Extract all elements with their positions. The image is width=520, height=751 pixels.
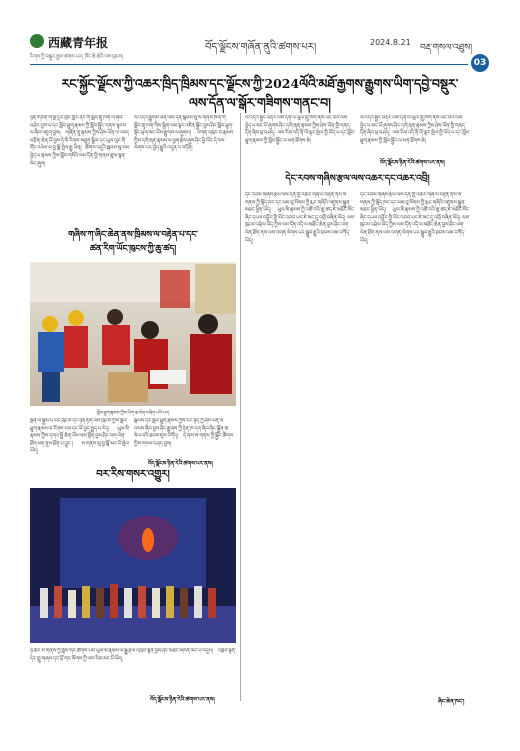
main-headline bbox=[40, 74, 480, 112]
byline-right-bottom: ཞིང་ཆེན་ཁང་། bbox=[438, 699, 465, 705]
right-column-top-2: ལོ་འདིའི་སྦྱོང་བརྡར་ལས་དོན་ལ་ཡུལ་གྲུ་ཁག་ནས་ཡོང་བའི་ལས་བྱེད་པ་མང་པོ་ཞུགས་ཤིང་དགེ་རྒན་རྣམས་ཀྱིས་ཤེས་ཡོན་གྱི་གནད་དོན་ཞིབ་ཕྲ་བཤད། ལས་རིམ་འདི་ནི་ལོ་ལྟར་སྤེལ་གྱི་ཡོད་པ་དང་སློབ་ཕྲུག་རྣམས་ཀྱི་སློབ་སྦྱོང་ལ་ཕན་ཐོགས་ཆེ། bbox=[360, 115, 470, 144]
photo-stage-performance bbox=[30, 488, 236, 643]
right-article-column-1: དེང་རབས་གཞིས་རྩལ་ལས་དོན་གྱི་འཆར་གཞི་ལ་བརྟེན་ནས་ས་གནས་ཀྱི་སྡོད་ཁང་དང་ལམ་བུ་སོགས་ཀྱི་རྨང་གཞིའི་འཛུགས་སྐྲུན་མཐར་ཕྱིན་ཡོད། ཡུལ་མི་རྣམས་ཀྱི་འཚོ་བའི་ཆུ་ཚད་ཇེ་མཐོར་སོང་ཞིང་དཔལ་འབྱོར་གྱི་ཡོང་འབབ་ཡང་ཇེ་མང་དུ་འགྲོ་བཞིན་ཡོད། ལས་ཁུངས་འབྲེལ་ཡོད་ཀྱིས་ལས་དོན་འདི་ལ་མཐོང་ཆེན་བྱས་ཤིང་ལག་ལེན་ཐོག་ནས་ལས་འགན་ལེགས་པར་སྒྲུབ་རྒྱུའི་ཐབས་ལམ་བཀོད་ཡོད། bbox=[245, 192, 355, 244]
photo-1-caption: སློབ་ཕྲུག་རྣམས་ཀྱིས་ཡིག་ཆ་ལེན་བཞིན་པའི་པར། bbox=[96, 411, 170, 416]
masthead-subline: རིགས་ཀྱི་བསྐྱར་རྒྱས་ཚགས་པར། ཁོང་ཆེ་ཆེའི་ལས་ཁུངས། bbox=[30, 54, 124, 60]
bottom-left-text: ཉེ་ཆར་ས་གནས་ཀྱི་ཟློས་གར་ཚོགས་པས་ཡུལ་མི་རྣམས་ལ་སྒྱུ་རྩལ་འཁྲབ་སྟོན་བྱས་ཤིང་མཐོང་མཁན་མང་པོ་འདུས། འཁྲབ་སྟོན་དེར་གླུ་གཞས་དང་བྲོ་གར་སོགས་ཀྱི་ལས་རིམ་མང་པོ་ཡོད། bbox=[30, 648, 236, 662]
newspaper-name: 西藏青年报 bbox=[48, 36, 109, 50]
photo-2-illustration bbox=[30, 488, 236, 643]
photo-1-illustration bbox=[30, 262, 236, 406]
photo-students-receiving-supplies bbox=[30, 262, 236, 406]
masthead-divider bbox=[30, 64, 468, 65]
page-number-badge: 03 bbox=[471, 54, 489, 72]
byline-1: བོད་ལྗོངས་ཉིན་རེའི་ཚགས་པར་ནས། bbox=[148, 461, 213, 467]
right-column-top: ལོ་འདིའི་སྦྱོང་བརྡར་ལས་དོན་ལ་ཡུལ་གྲུ་ཁག་ནས་ཡོང་བའི་ལས་བྱེད་པ་མང་པོ་ཞུགས་ཤིང་དགེ་རྒན་རྣམས་ཀྱིས་ཤེས་ཡོན་གྱི་གནད་དོན་ཞིབ་ཕྲ་བཤད། ལས་རིམ་འདི་ནི་ལོ་ལྟར་སྤེལ་གྱི་ཡོད་པ་དང་སློབ་ཕྲུག་རྣམས་ཀྱི་སློབ་སྦྱོང་ལ་ཕན་ཐོགས་ཆེ། bbox=[245, 115, 355, 144]
masthead bbox=[0, 0, 520, 66]
column-divider bbox=[240, 113, 241, 701]
right-article-column-2: དེང་རབས་གཞིས་རྩལ་ལས་དོན་གྱི་འཆར་གཞི་ལ་བརྟེན་ནས་ས་གནས་ཀྱི་སྡོད་ཁང་དང་ལམ་བུ་སོགས་ཀྱི་རྨང་གཞིའི་འཛུགས་སྐྲུན་མཐར་ཕྱིན་ཡོད། ཡུལ་མི་རྣམས་ཀྱི་འཚོ་བའི་ཆུ་ཚད་ཇེ་མཐོར་སོང་ཞིང་དཔལ་འབྱོར་གྱི་ཡོང་འབབ་ཡང་ཇེ་མང་དུ་འགྲོ་བཞིན་ཡོད། ལས་ཁུངས་འབྲེལ་ཡོད་ཀྱིས་ལས་དོན་འདི་ལ་མཐོང་ཆེན་བྱས་ཤིང་ལག་ལེན་ཐོག་ནས་ལས་འགན་ལེགས་པར་སྒྲུབ་རྒྱུའི་ཐབས་ལམ་བཀོད་ཡོད། bbox=[360, 192, 470, 244]
subhead-1-line-1: གཞིས་ཀ་ཞིང་ཆེན་ནས་ཁྲིམས་ལ་བརྟེན་པ་དང་ bbox=[68, 230, 198, 240]
byline-right-top: བོད་ལྗོངས་ཉིན་རེའི་ཚགས་པར་ནས། bbox=[380, 160, 445, 166]
newspaper-logo-icon bbox=[30, 34, 44, 48]
right-subhead: དེང་རབས་གཞིས་རྩལ་ལས་འཆར་དང་འཆར་འབྲི། bbox=[285, 174, 430, 184]
left-column-intro: ཉིན་གཅིག་གི་སྔ་དྲོར་གྲོང་ཁྱེར་ནང་གི་སློབ་གྲྭ་ཁག་ལ་ཞིབ་བཤེར་བྱས་པ་དང་སློབ་ཕྲུག་རྣམས་ཀྱི་སློབ་སྦྱོང་གནས་སྟངས་ལ་ཞིབ་འཇུག་བྱས། གཞོན་ནུ་རྣམས་ཀྱིས་ཤེས་ཡོན་ལ་འབད་བརྩོན་ཆེན་པོ་བྱས་ཏེ་མི་རིགས་མཐུན་སྒྲིལ་དང་ཡུལ་ལུང་གི་གོང་འཕེལ་ལ་བྱ་སྒོ་སྤེལ་རྒྱུ་ཡིན། ཚོགས་འདུའི་སྐབས་སུ་ལས་བྱེད་པ་རྣམས་ཀྱིས་སློབ་གསོའི་ལས་དོན་གྱི་གནས་ཚུལ་སྙན་སེང་ཞུས། bbox=[30, 115, 130, 167]
subhead-1-line-2: ཚན་རིག་ཡོང་ཁུངས་ཀྱི་ཆུ་ཚད། bbox=[89, 244, 177, 254]
section-name: བརྡ་གསལ་འཐུས། bbox=[420, 43, 473, 53]
subhead-1 bbox=[30, 228, 236, 256]
headline-line-1: རང་སྐྱོང་ལྗོངས་ཀྱི་འཆར་ཁྲིད་ཁྲིམས་དང་ལྗོངས་ཀྱི་2024ལོའི་མཐོ་རྒྱགས་རྒྱུགས་ཡིག་དབྱེ་བསྡུར་ bbox=[61, 76, 459, 91]
newspaper-name-tibetan: བོད་ལྗོངས་གཞོན་ནུའི་ཚགས་པར། bbox=[205, 42, 317, 53]
mid-column-intro: ལོ་འདིའི་རྒྱུགས་ལེན་ལས་དོན་སྐབས་སུ་ས་གནས་ཁག་གི་སློབ་གྲྭ་ཁག་གིས་སྒྲིག་ལམ་ལྟར་འཛིན་སྐྱོང་བྱས་ཤིང་སློབ་ཕྲུག་སྟོང་ཕྲག་མང་པོས་རྒྱུགས་ལ་ཞུགས། འགན་འཁུར་བ་རྣམས་ཀྱིས་དགེ་རྒན་རྣམས་ལ་ཕྱག་རྗེས་ཞུས་ཤིང་ཕྱི་ལོར་དེ་བས་ལེགས་པར་བྱེད་རྒྱུའི་འདུན་པ་བཏོན། bbox=[134, 115, 234, 152]
byline-2: བོད་ལྗོངས་ཉིན་རེའི་ཚགས་པར་ནས། bbox=[150, 697, 215, 703]
issue-date: 2024.8.21 bbox=[370, 38, 411, 47]
left-column-mid: སྔོན་ལ་སྐྱེས་པ་ཡོང་ཁུངས་དང་ཉེན་རྟོག་ལས་ཁུངས་ཀྱིས་སློབ་ཕྲུག་རྣམས་ལ་རོགས་རམ་དང་ཡོ་བྱད་སྤྲད་པ་རེད། ཡུལ་མི་རྣམས་ཀྱིས་དགའ་སྤྲོ་ཆེན་པོས་ལམ་སྟོན་བྱས་ཤིང་ལག་ལེན་ཐོག་ཕན་ནུས་ཐོན་པ་བྱུང་། ས་གནས་སུ་བྱ་སྒོ་མང་པོ་སྤེལ་ཡོད། bbox=[30, 418, 130, 455]
mid-column-mid: སྐབས་དེར་སློབ་ཕྲུག་རྣམས་ཀྱིས་རང་ཉིད་ཀྱི་ཤེས་ཡོན་ལ་བསམ་ཞིབ་བྱས་ཤིང་རྒྱུགས་ཀྱི་ཉེན་ཁ་དག་ཞིབ་ཞིང་སྐྱོན་ཆ་སེལ་བའི་ཐབས་ཇུས་བཀོད། དེ་ནས་ས་གནས་ཀྱི་སྐྱོང་ཚོགས་ཀྱིས་གསལ་བཤད་བྱས། bbox=[134, 418, 234, 447]
headline-line-2: ལས་དོན་ལ་སྒོར་གཟིགས་གནང་བ། bbox=[189, 95, 331, 110]
subhead-2: བར་རིས་གསར་འགྱུར། bbox=[96, 469, 170, 480]
